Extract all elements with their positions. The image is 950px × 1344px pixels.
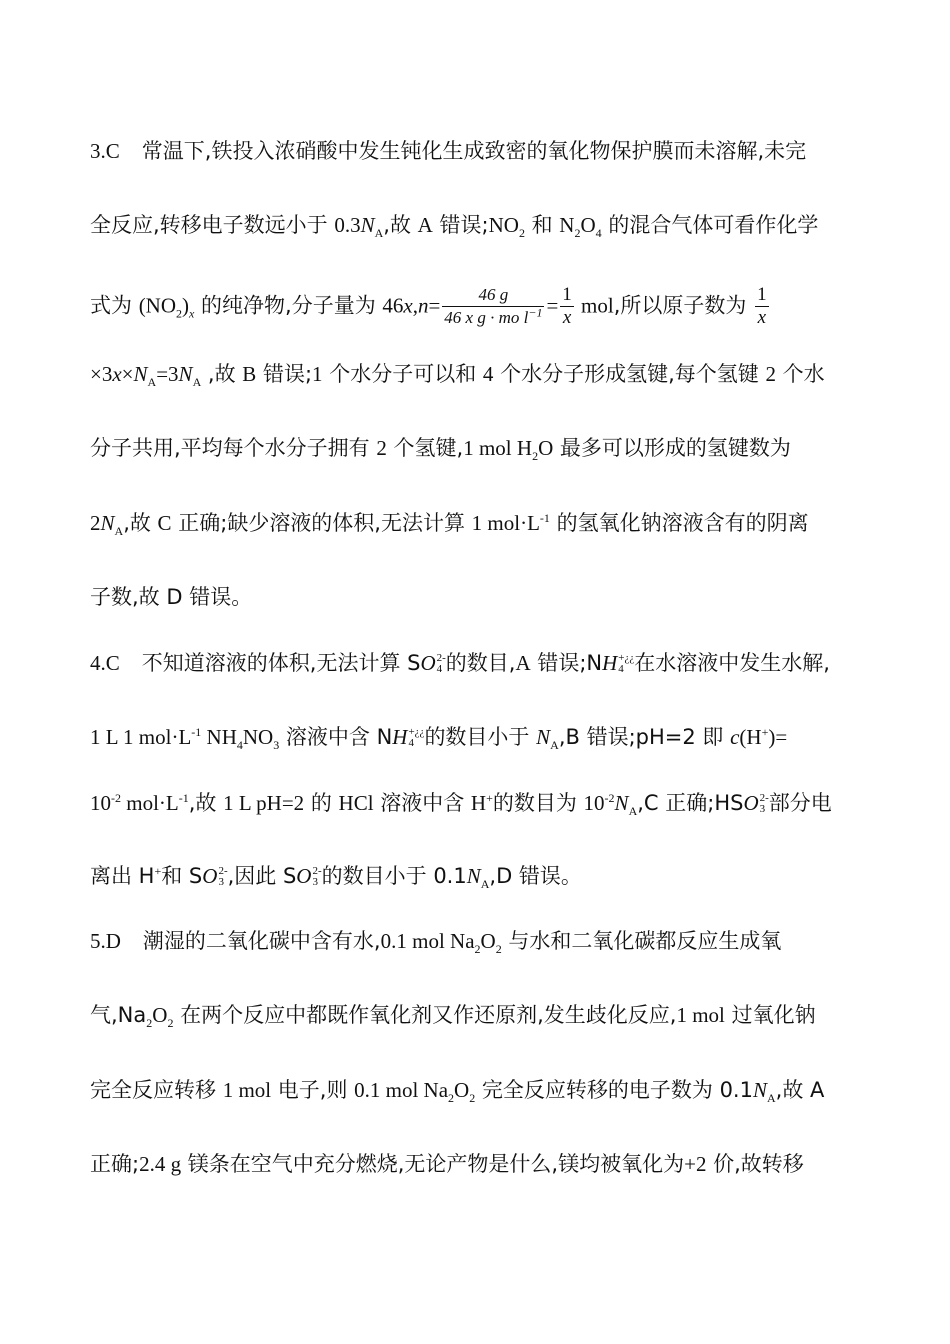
text-line-6: $2N_A$,故 C 正确;缺少溶液的体积,无法计算 1 $mol\cdot L^{-1}$ 的氢氧化钠溶液含有的阴离 — [90, 511, 809, 539]
fraction-one-over-x: $\frac{1}{x}$ — [562, 284, 572, 328]
item-number: 3.C — [90, 139, 120, 163]
text-line-10: $10^{-2}$ $mol\cdot L^{-1}$,故 1 L pH=2 的 HCl 溶液中含 H+的数目为 $10^{-2}N_A,C$ 正确;HSO 2- 3 部分电 — [90, 791, 832, 819]
fraction-molar-mass: $\frac{46 g}{46 x g \cdot mo l^{-1}}$ — [444, 285, 543, 327]
fraction-one-over-x-2: $\frac{1}{x}$ — [757, 284, 767, 328]
text-line-1: 3.C 常温下,铁投入浓硝酸中发生钝化生成致密的氧化物保护膜而未溶解,未完 — [90, 139, 807, 163]
text-line-11: 离出 H+和 SO 2- 3 ,因此 SO 2- 3 的数目小于 $0.1N_A,D$ 错误。 — [90, 864, 582, 892]
text-line-9: 1 L 1 $mol\cdot L^{-1}$ $NH_4NO_3$ 溶液中含 NH +¿¿ 4 的数目小于 $N_A,B$ 错误;pH=2 即 c(H+)= — [90, 725, 788, 753]
item-number: 5.D — [90, 929, 121, 953]
text-line-7: 子数,故 D 错误。 — [90, 585, 253, 609]
text-line-3: 式为 $(NO_2)_x$ 的纯净物,分子量为 46x,n= $\frac{46 g}{46 x g \cdot mo l^{-1}}$ = $\frac{1}{x}$ mol,所以原子数为 $\frac{1}{x}$ — [90, 284, 767, 328]
text-line-2: 全反应,转移电子数远小于 $0.3N_A$,故 A 错误$;NO_2$ 和 $N_2O_4$ 的混合气体可看作化学 — [90, 213, 819, 241]
text-line-8: 4.C 不知道溶液的体积,无法计算 SO 2- 4 的数目,A 错误;NH +¿¿ 4 在水溶液中发生水解, — [90, 651, 830, 675]
text-line-14: 完全反应转移 1 mol 电子,则 0.1 mol $Na_2O_2$ 完全反应转移的电子数为 $0.1N_A$,故 A — [90, 1078, 825, 1106]
text-line-4: $\times 3x\times N_A=3N_A$ ,故 B 错误;1 个水分子可以和 4 个水分子形成氢键,每个氢键 2 个水 — [90, 362, 825, 390]
text-line-15: 正确;2.4 g 镁条在空气中充分燃烧,无论产物是什么,镁均被氧化为+2 价,故转移 — [90, 1152, 804, 1176]
text-line-13: 气$,Na_2O_2$ 在两个反应中都既作氧化剂又作还原剂,发生歧化反应,1 mol 过氧化钠 — [90, 1003, 816, 1031]
text-line-12: 5.D 潮湿的二氧化碳中含有水,0.1 mol $Na_2O_2$ 与水和二氧化碳都反应生成氧 — [90, 929, 782, 957]
text-line-5: 分子共用,平均每个水分子拥有 2 个氢键,1 mol $H_2O$ 最多可以形成的氢键数为 — [90, 436, 791, 464]
item-number: 4.C — [90, 651, 120, 675]
